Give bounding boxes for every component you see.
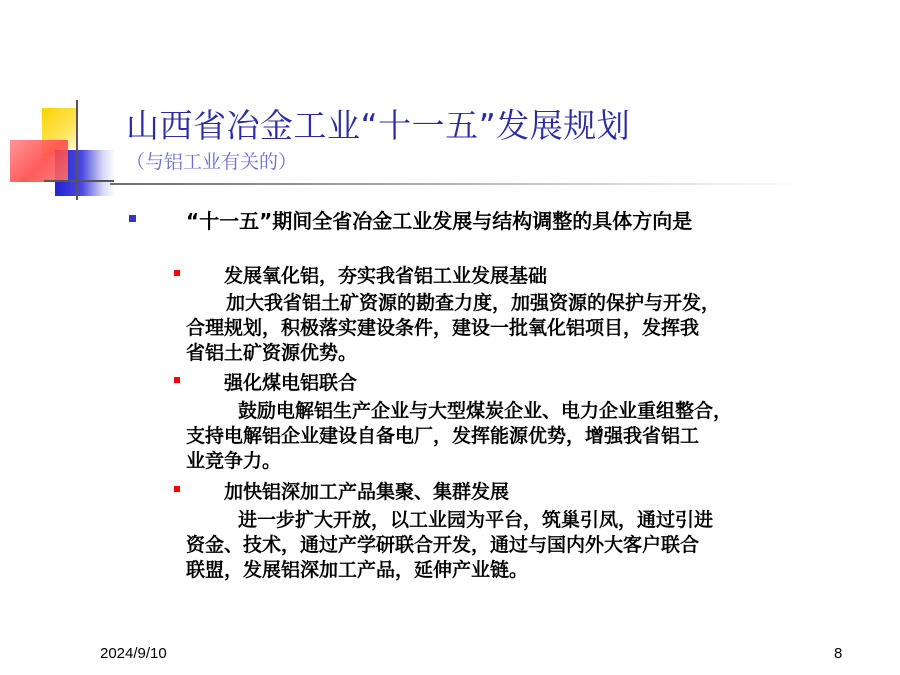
corner-decoration [0, 95, 115, 205]
item-body [186, 508, 876, 583]
slide-subtitle: （与铝工业有关的） [126, 151, 298, 173]
body-line: 支持电解铝企业建设自备电厂，发挥能源优势，增强我省铝工 [186, 425, 700, 447]
body-line: 业竞争力。 [186, 450, 282, 472]
item-bullet-icon [174, 486, 180, 492]
item-heading: 发展氧化铝，夯实我省铝工业发展基础 [224, 265, 548, 287]
deco-red-square [10, 140, 68, 182]
slide-title: 山西省冶金工业“十一五”发展规划 [126, 106, 631, 145]
body-line: 鼓励电解铝生产企业与大型煤炭企业、电力企业重组整合， [238, 400, 733, 422]
footer-date: 2024/9/10 [100, 645, 167, 662]
body-line: 省铝土矿资源优势。 [186, 342, 358, 364]
item-bullet-icon [174, 270, 180, 276]
title-divider [110, 183, 810, 185]
deco-vertical-line [76, 100, 78, 200]
item-heading: 强化煤电铝联合 [224, 372, 358, 394]
body-line: 联盟，发展铝深加工产品，延伸产业链。 [186, 559, 529, 581]
body-line: 加大我省铝土矿资源的勘查力度，加强资源的保护与开发， [226, 292, 721, 314]
item-body [186, 399, 876, 474]
lead-bullet-icon [129, 215, 136, 222]
body-line: 资金、技术，通过产学研联合开发，通过与国内外大客户联合 [186, 534, 700, 556]
lead-bullet-text: “十一五”期间全省冶金工业发展与结构调整的具体方向是 [186, 209, 693, 233]
body-line: 进一步扩大开放，以工业园为平台，筑巢引凤，通过引进 [238, 509, 714, 531]
body-line: 合理规划，积极落实建设条件，建设一批氧化铝项目，发挥我 [186, 317, 700, 339]
page-number: 8 [834, 645, 843, 662]
item-heading: 加快铝深加工产品集聚、集群发展 [224, 481, 510, 503]
deco-horizontal-line [44, 180, 114, 182]
item-bullet-icon [174, 377, 180, 383]
item-body [186, 291, 876, 366]
